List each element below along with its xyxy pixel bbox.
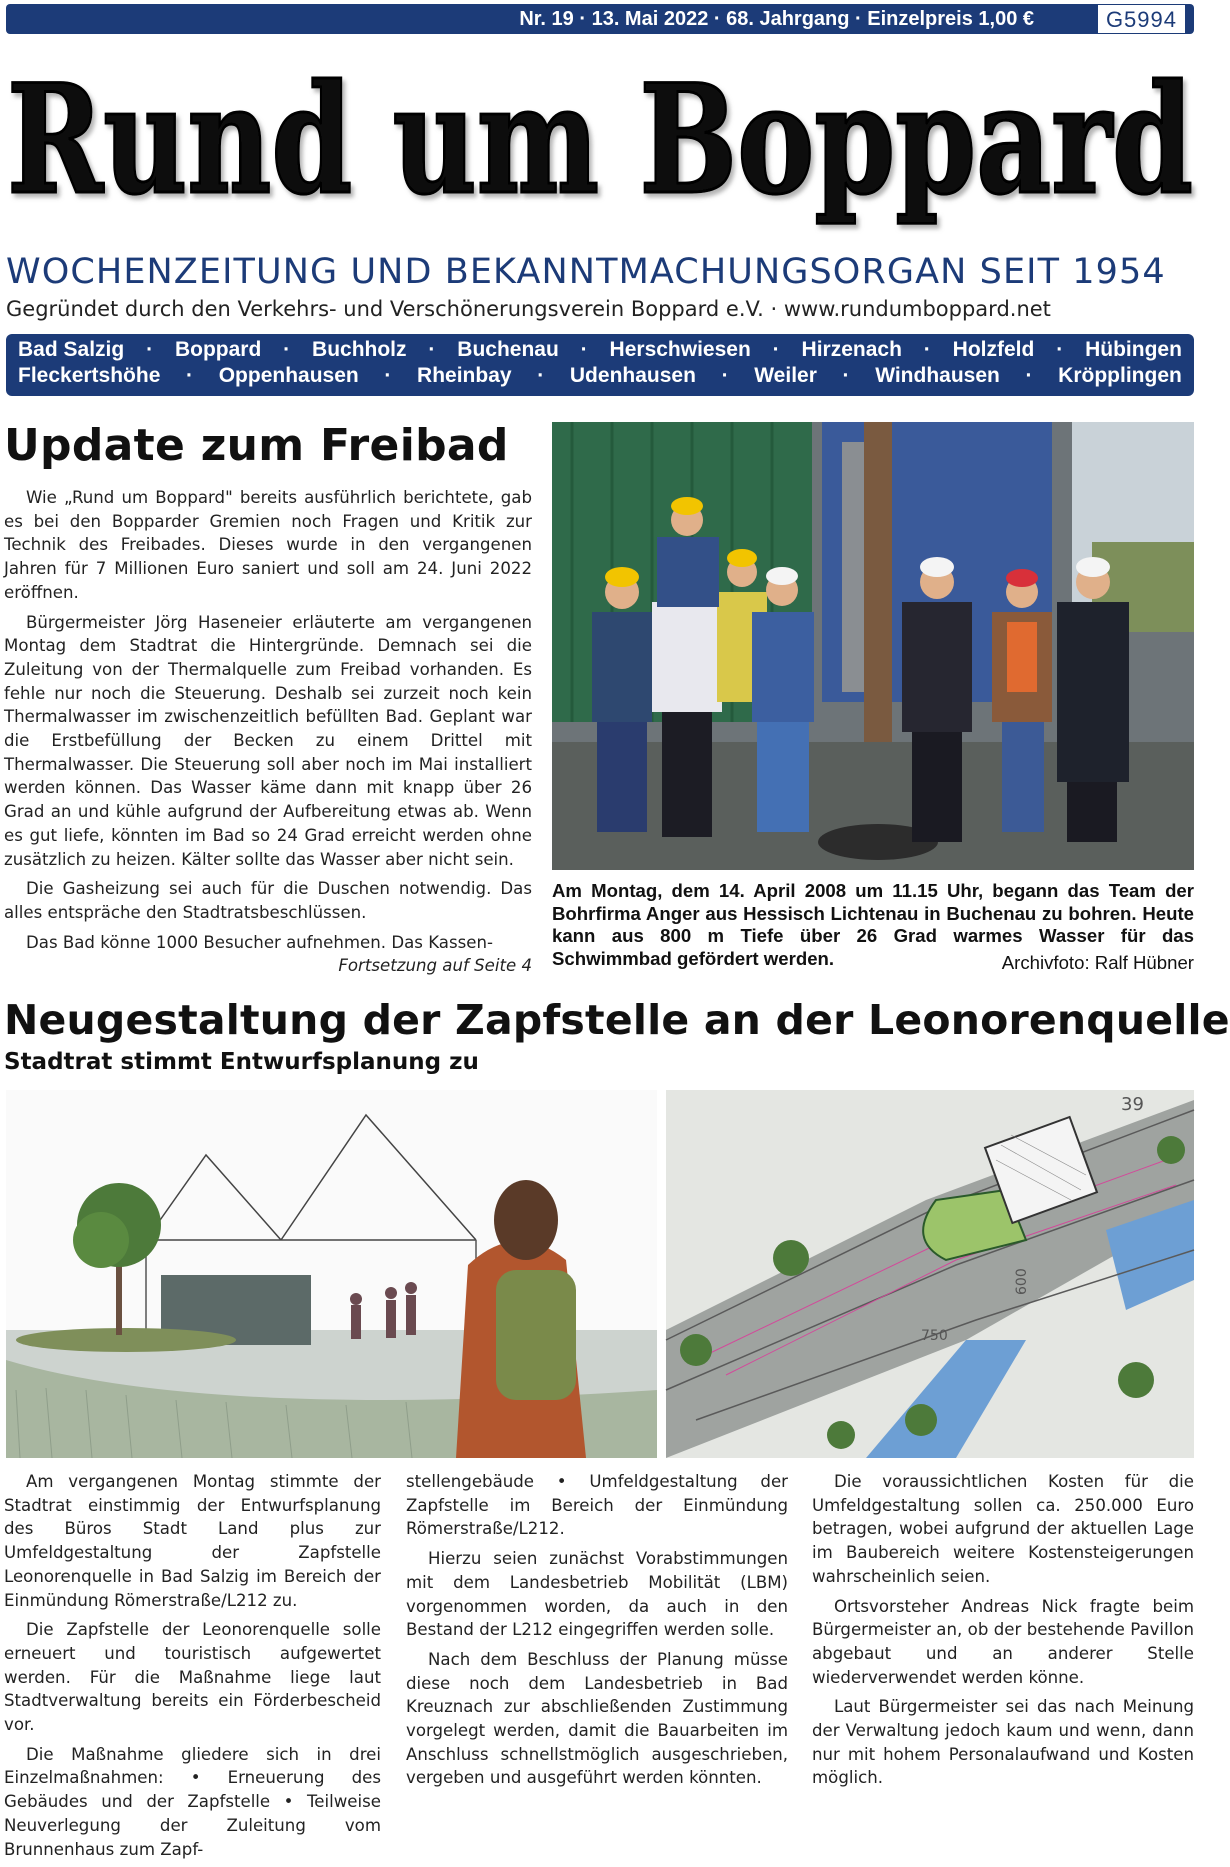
town-name: Holzfeld bbox=[952, 338, 1035, 361]
masthead-subtitle: WOCHENZEITUNG UND BEKANNTMACHUNGSORGAN SEIT 1954 bbox=[6, 252, 1166, 292]
article2-paragraph: Hierzu seien zunächst Vorabstimmungen mit dem Landesbetrieb Mobilität (LBM) vorgenommen worden, da auch in den Bestand der L212 eingegriffen werden solle. bbox=[406, 1549, 788, 1640]
town-separator: · bbox=[923, 338, 931, 361]
towns-box bbox=[6, 334, 1194, 396]
masthead-founder-line: Gegründet durch den Verkehrs- und Verschönerungsverein Boppard e.V. · www.rundumboppard.net bbox=[6, 297, 1051, 321]
town-separator: · bbox=[721, 364, 729, 387]
town-name: Kröpplingen bbox=[1058, 364, 1182, 387]
town-name: Udenhausen bbox=[569, 364, 696, 387]
town-name: Hübingen bbox=[1085, 338, 1182, 361]
town-separator: · bbox=[1056, 338, 1064, 361]
town-separator: · bbox=[186, 364, 194, 387]
article1-paragraph: Bürgermeister Jörg Haseneier erläuterte am vergangenen Montag dem Stadtrat die Hintergründe. Demnach sei die Zuleitung von der Thermalquelle zum Freibad vorhanden. Es fehle nur noch die Steuerung. Deshalb sei zurzeit noch kein Thermalwasser im zwischenzeitlich befüllten Bad. Geplant war die Erstbefüllung der Becken zu einem Drittel mit Thermalwasser. Die Steuerung soll aber noch im Mai installiert werden können. Das Wasser käme dann mit knapp über 26 Grad an und kühle aufgrund der Aufbereitung etwas ab. Wenn es gut liefe, könnten im Bad so 24 Grad erreicht werden ohne zusätzlich zu heizen. Kälter sollte das Wasser aber nicht sein. bbox=[4, 612, 532, 869]
article1-photo-credit: Archivfoto: Ralf Hübner bbox=[1001, 952, 1194, 973]
town-separator: · bbox=[772, 338, 780, 361]
article2-paragraph: Die Zapfstelle der Leonorenquelle solle erneuert und touristisch aufgewertet werden. Für die Maßnahme liege laut Stadtverwaltung bereits ein Förderbescheid vor. bbox=[4, 1620, 381, 1735]
town-name: Oppenhausen bbox=[218, 364, 359, 387]
article1-photo bbox=[552, 422, 1194, 870]
town-separator: · bbox=[537, 364, 545, 387]
article2-column-1 bbox=[4, 1470, 381, 1867]
town-separator: · bbox=[428, 338, 436, 361]
town-name: Herschwiesen bbox=[609, 338, 751, 361]
article1-paragraph: Die Gasheizung sei auch für die Duschen notwendig. Das alles entspräche den Stadtratsbeschlüssen. bbox=[4, 879, 532, 922]
article2-paragraph: Laut Bürgermeister sei das nach Meinung der Verwaltung jedoch kaum und wenn, dann nur mit hohem Personalaufwand und Kosten möglich. bbox=[812, 1697, 1194, 1788]
article1-paragraph: Das Bad könne 1000 Besucher aufnehmen. Das Kassen- bbox=[26, 932, 493, 952]
masthead bbox=[0, 52, 1200, 232]
towns-row-2 bbox=[18, 363, 1182, 389]
town-separator: · bbox=[146, 338, 154, 361]
article2-title: Neugestaltung der Zapfstelle an der Leonorenquelle bbox=[4, 996, 1230, 1044]
article2-paragraph: Am vergangenen Montag stimmte der Stadtrat einstimmig der Entwurfsplanung des Büros Stadt Land plus zur Umfeldgestaltung der Zapfstelle Leonorenquelle in Bad Salzig im Bereich der Einmündung Römerstraße/L212 zu. bbox=[4, 1472, 381, 1610]
plan-label-mid: 600 bbox=[1014, 1268, 1030, 1295]
town-separator: · bbox=[1025, 364, 1033, 387]
article2-column-2 bbox=[406, 1470, 788, 1796]
town-name: Fleckertshöhe bbox=[18, 364, 161, 387]
article1-continuation: Fortsetzung auf Seite 4 bbox=[338, 956, 532, 975]
town-name: Buchenau bbox=[457, 338, 559, 361]
town-name: Windhausen bbox=[875, 364, 1000, 387]
town-name: Hirzenach bbox=[801, 338, 902, 361]
article2-paragraph: stellengebäude • Umfeldgestaltung der Zapfstelle im Bereich der Einmündung Römerstraße/L212. bbox=[406, 1472, 788, 1539]
article2-paragraph: Die Maßnahme gliedere sich in drei Einzelmaßnahmen: • Erneuerung des Gebäudes und der Zapfstelle • Teilweise Neuverlegung der Zuleitung vom Brunnenhaus zum Zapf- bbox=[4, 1744, 381, 1859]
town-separator: · bbox=[384, 364, 392, 387]
article1-paragraph: Wie „Rund um Boppard" bereits ausführlich berichtete, gab es bei den Bopparder Gremien noch Fragen und Kritik zur Technik des Freibades. Dieses wurde in den vergangenen Jahren für 7 Millionen Euro saniert und soll am 24. Juni 2022 eröffnen. bbox=[4, 488, 532, 602]
article2-site-plan bbox=[666, 1090, 1194, 1458]
town-separator: · bbox=[283, 338, 291, 361]
article2-paragraph: Die voraussichtlichen Kosten für die Umfeldgestaltung sollen ca. 250.000 Euro betragen, wobei aufgrund der aktuellen Lage im Baubereich weitere Kostensteigerungen wahrscheinlich seien. bbox=[812, 1472, 1194, 1586]
drilling-team-photo bbox=[552, 422, 1194, 870]
town-name: Weiler bbox=[754, 364, 817, 387]
article2-rendering bbox=[6, 1090, 657, 1458]
issue-line: Nr. 19 · 13. Mai 2022 · 68. Jahrgang · Einzelpreis 1,00 € bbox=[519, 8, 1034, 30]
article2-paragraph: Nach dem Beschluss der Planung müsse diese noch dem Landesbetrieb in Bad Kreuznach zur abschließenden Zustimmung vorgelegt werden, damit die Bauarbeiten im Anschluss schnellstmöglich ausgeschrieben, vergeben und ausgeführt werden könnten. bbox=[406, 1649, 788, 1788]
pavilion-rendering bbox=[6, 1090, 657, 1458]
town-name: Rheinbay bbox=[417, 364, 512, 387]
masthead-title-graphic bbox=[0, 52, 1200, 232]
article2-paragraph: Ortsvorsteher Andreas Nick fragte beim Bürgermeister an, ob der bestehende Pavillon abgebaut und an anderer Stelle wiederverwendet werden könne. bbox=[812, 1596, 1194, 1687]
article1-photo-caption: Am Montag, dem 14. April 2008 um 11.15 Uhr, begann das Team der Bohrfirma Anger aus Hessisch Lichtenau in Buchenau zu bohren. Heute kann aus 800 m Tiefe über 26 Grad warmes Wasser für das Schwimmbad gefördert werden. bbox=[552, 880, 1194, 969]
issue-code: G5994 bbox=[1097, 4, 1186, 34]
article1-body bbox=[4, 486, 532, 956]
town-separator: · bbox=[842, 364, 850, 387]
issue-bar bbox=[6, 4, 1194, 34]
town-name: Buchholz bbox=[312, 338, 407, 361]
town-separator: · bbox=[580, 338, 588, 361]
plan-label-low: 750 bbox=[921, 1328, 948, 1344]
article2-subtitle: Stadtrat stimmt Entwurfsplanung zu bbox=[4, 1049, 479, 1075]
masthead-title: Rund um Boppard bbox=[7, 52, 1193, 228]
article1-title: Update zum Freibad bbox=[4, 420, 509, 471]
town-name: Bad Salzig bbox=[18, 338, 125, 361]
towns-row-1 bbox=[18, 337, 1182, 363]
plan-label-top: 39 bbox=[1121, 1094, 1144, 1115]
article2-column-3 bbox=[812, 1470, 1194, 1796]
site-plan-drawing bbox=[666, 1090, 1194, 1458]
town-name: Boppard bbox=[174, 338, 262, 361]
